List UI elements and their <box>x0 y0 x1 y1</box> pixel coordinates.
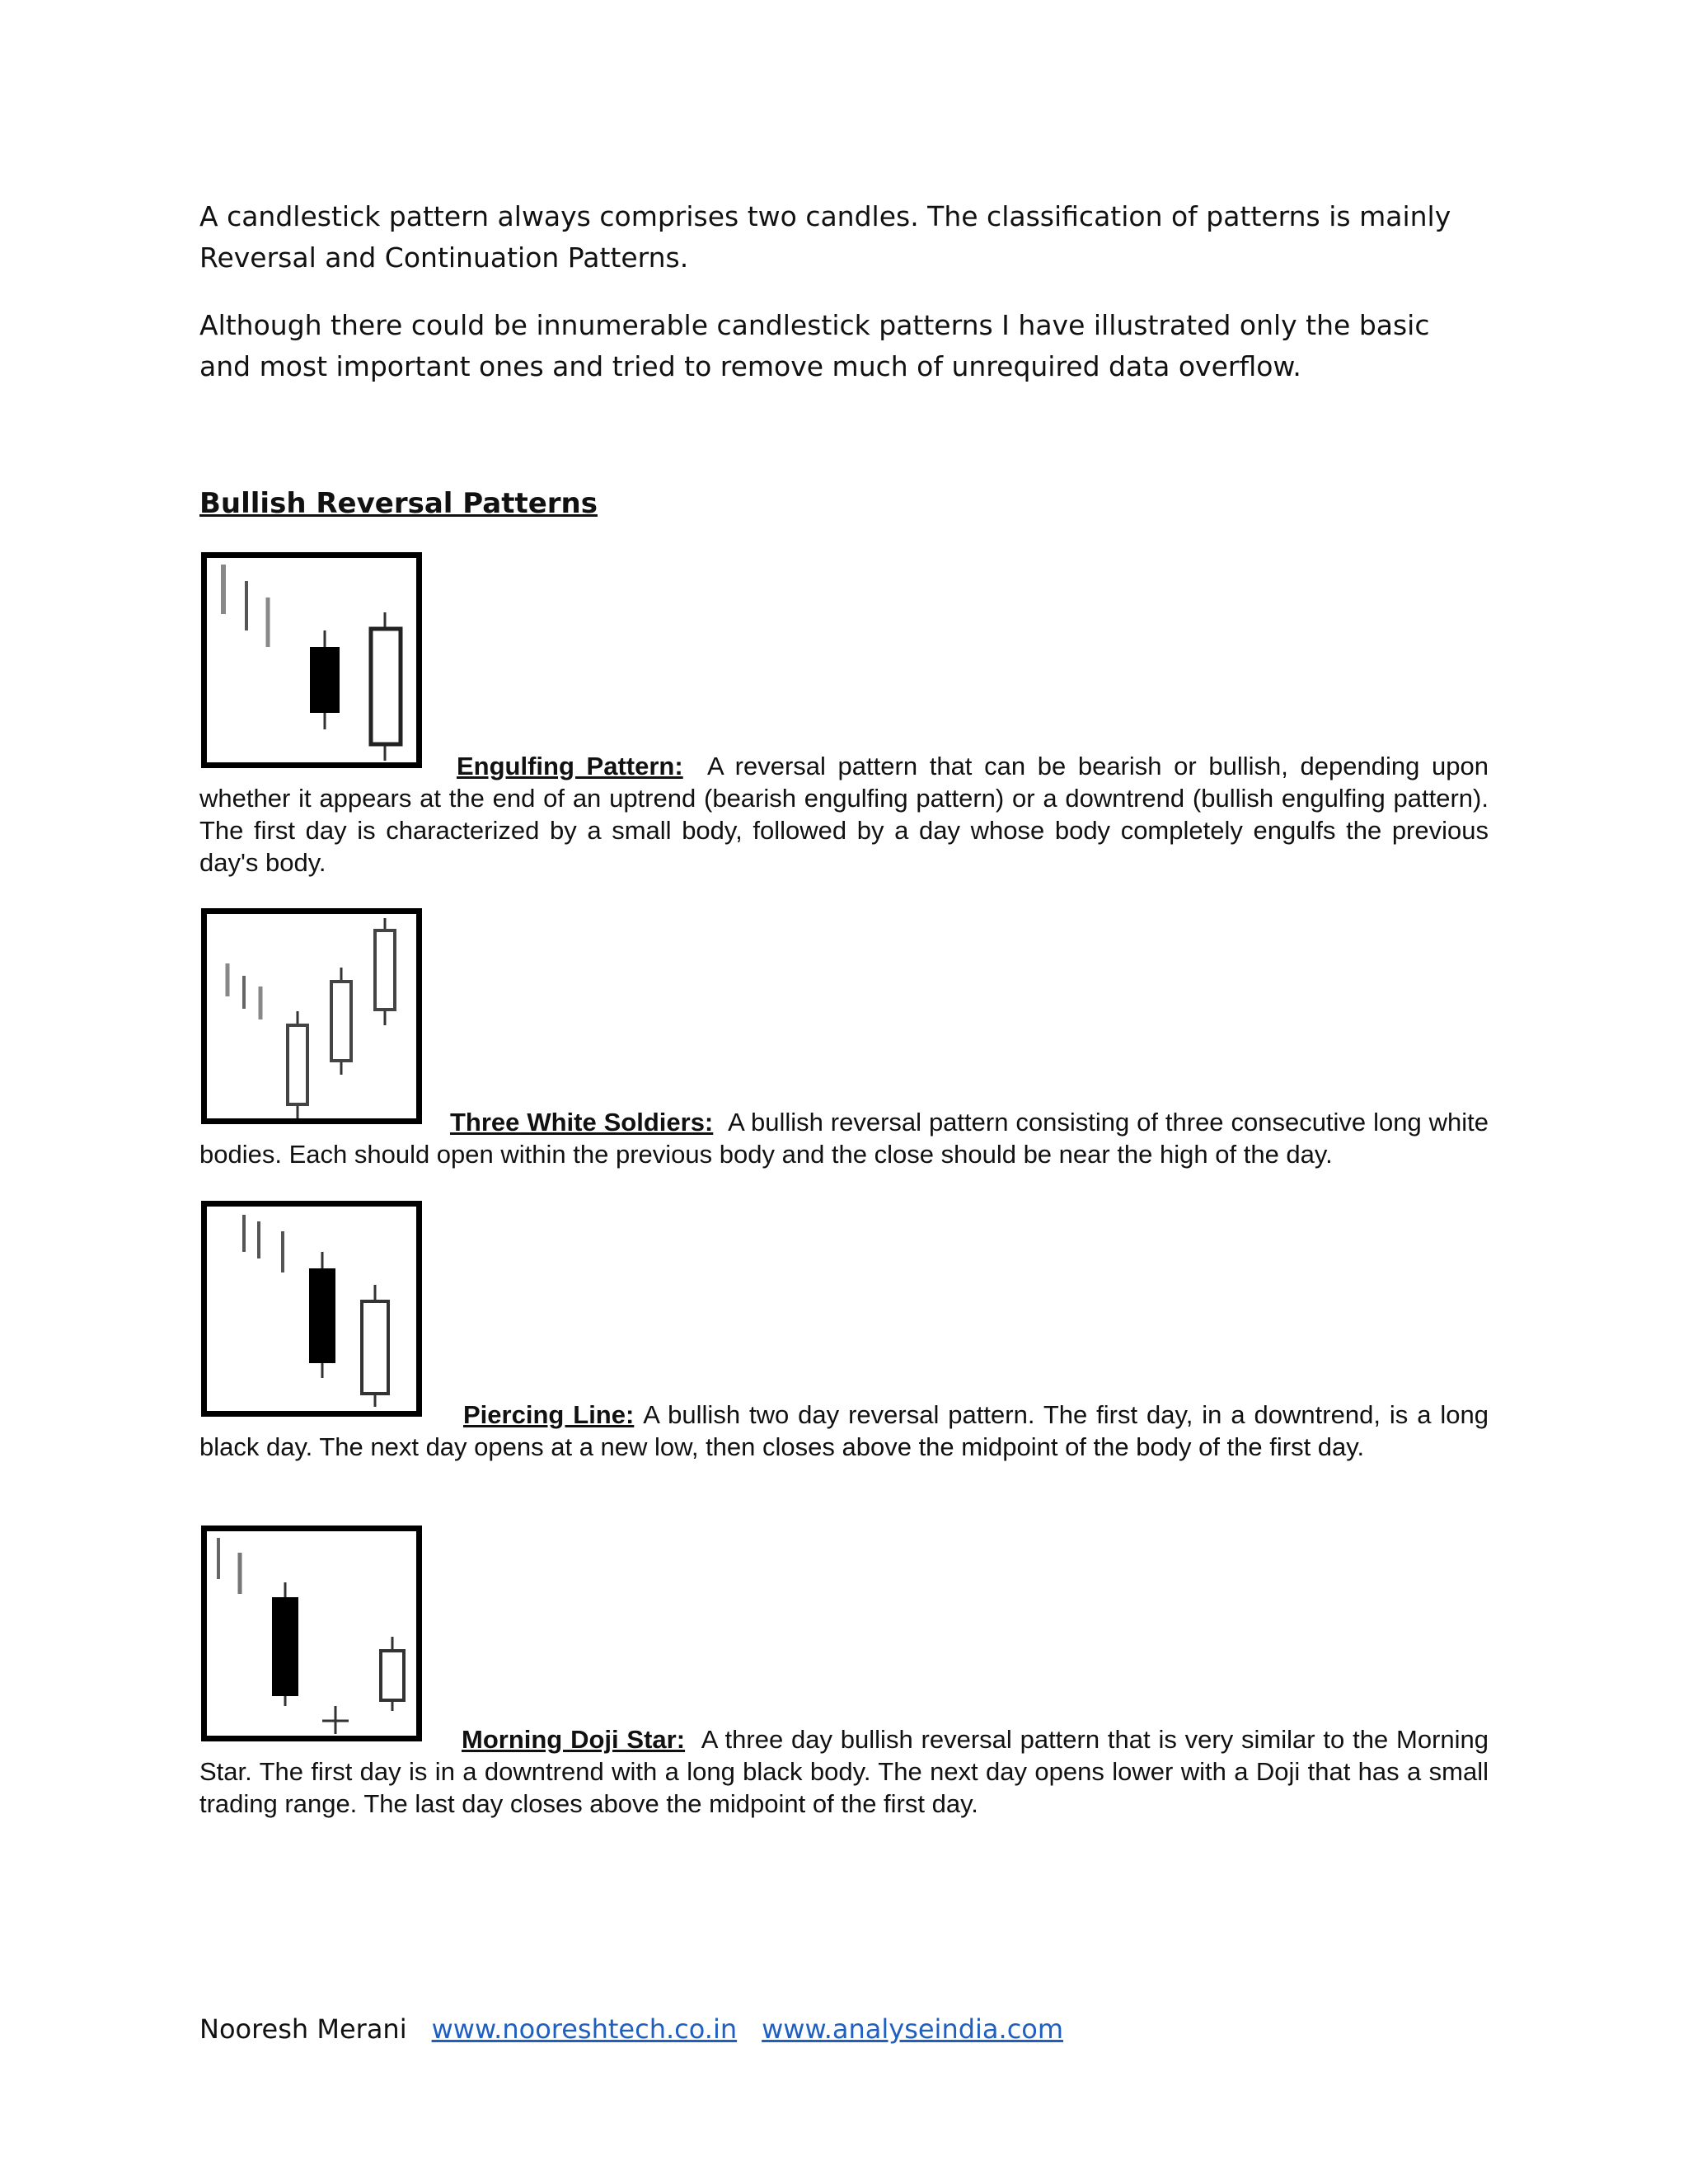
footer-link-nooreshtech[interactable]: www.nooreshtech.co.in <box>431 2013 738 2045</box>
footer-author: Nooresh Merani <box>199 2013 407 2045</box>
bearish-candle-body <box>310 647 340 713</box>
engulfing-pattern-text <box>199 750 1489 879</box>
intro-paragraph-1: A candlestick pattern always comprises two candles. The classification of patterns is mainly Reversal and Continuation Patterns. <box>199 200 1451 274</box>
white-soldier-body <box>375 930 395 1010</box>
pattern-description: A bullish reversal pattern consisting of three consecutive long white bodies. Each should open within the previous body and the close should be near the high of the day. <box>199 1108 1489 1169</box>
intro-paragraph-2: Although there could be innumerable candlestick patterns I have illustrated only the basic and most important ones and tried to remove much of unrequired data overflow. <box>199 309 1430 382</box>
piercing-line-chart <box>201 1201 422 1417</box>
pattern-description: A three day bullish reversal pattern that is very similar to the Morning Star. The first day is in a downtrend with a long black body. The next day opens lower with a Doji that has a small trading range. The last day closes above the midpoint of the first day. <box>199 1725 1489 1818</box>
bullish-candle-body <box>371 629 401 744</box>
section-title: Bullish Reversal Patterns <box>199 487 598 520</box>
pattern-name: Engulfing Pattern: <box>457 752 683 780</box>
piercing-line-text <box>199 1399 1489 1463</box>
bearish-candle-body <box>309 1268 335 1363</box>
bearish-candle-body <box>272 1597 298 1696</box>
bullish-candle-body <box>381 1651 404 1700</box>
three-white-soldiers-chart <box>201 908 422 1124</box>
bullish-candle-body <box>362 1301 388 1394</box>
pattern-name: Morning Doji Star: <box>462 1725 686 1754</box>
pattern-description: A bullish two day reversal pattern. The first day, in a downtrend, is a long black day. The next day opens at a new low, then closes above the midpoint of the body of the first day. <box>199 1400 1489 1461</box>
morning-doji-star-chart <box>201 1526 422 1741</box>
footer-link-analyseindia[interactable]: www.analyseindia.com <box>762 2013 1064 2045</box>
pattern-name: Piercing Line: <box>463 1400 635 1429</box>
footer <box>199 2009 1063 2049</box>
morning-doji-star-text <box>199 1723 1489 1820</box>
white-soldier-body <box>331 982 351 1061</box>
pattern-name: Three White Soldiers: <box>450 1108 714 1137</box>
engulfing-pattern-chart <box>201 552 422 768</box>
pattern-description: A reversal pattern that can be bearish or bullish, depending upon whether it appears at the end of an uptrend (bearish engulfing pattern) or a downtrend (bullish engulfing pattern). The first day is characterized by a small body, followed by a day whose body completely engulfs the previous day's body. <box>199 752 1489 877</box>
white-soldier-body <box>288 1025 307 1104</box>
three-white-soldiers-text <box>199 1106 1489 1170</box>
